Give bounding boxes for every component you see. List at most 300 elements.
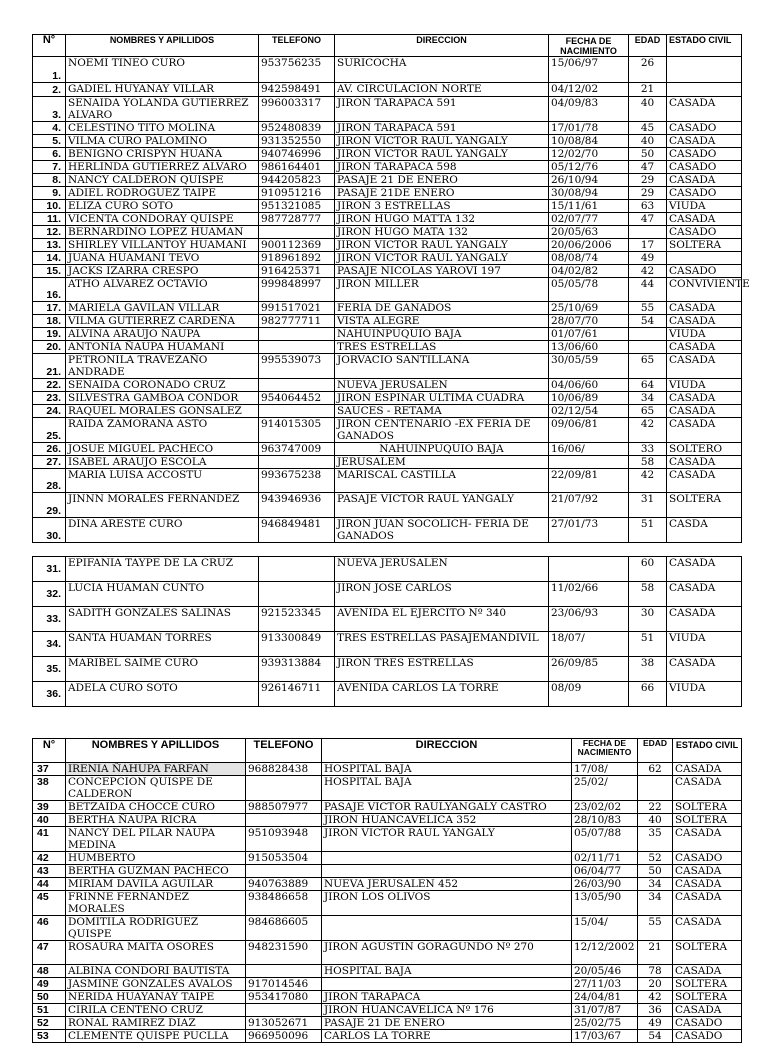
age-cell: 50	[638, 865, 673, 878]
birthdate-cell: 11/02/66	[549, 582, 629, 607]
birthdate-cell: 15/06/97	[549, 57, 629, 83]
phone-cell: 943946936	[259, 493, 335, 518]
phone-cell	[246, 814, 322, 827]
name-cell: LUCIA HUAMAN CUNTO	[66, 582, 259, 607]
age-cell: 34	[638, 891, 673, 916]
phone-cell: 939313884	[259, 657, 335, 682]
birthdate-cell: 04/02/82	[549, 265, 629, 278]
table-row	[33, 187, 742, 200]
age-cell: 42	[629, 265, 667, 278]
civil-status-cell: VIUDA	[667, 200, 742, 213]
birthdate-cell: 18/07/	[549, 632, 629, 657]
age-cell: 42	[629, 469, 667, 493]
address-cell: NUEVA JERUSALEN	[335, 379, 549, 392]
name-cell: CLEMENTE QUISPE PUCLLA	[66, 1030, 246, 1043]
address-cell: JORVACIO SANTILLANA	[335, 354, 549, 379]
birthdate-cell: 02/12/54	[549, 405, 629, 418]
table-row	[33, 657, 742, 682]
phone-cell: 952480839	[259, 122, 335, 135]
address-cell	[322, 978, 572, 991]
phone-cell: 946849481	[259, 518, 335, 543]
age-cell: 63	[629, 200, 667, 213]
table-row	[33, 991, 742, 1004]
birthdate-cell: 20/05/46	[572, 965, 638, 978]
age-cell: 34	[638, 878, 673, 891]
address-cell: JIRON HUGO MATTA 132	[335, 213, 549, 226]
header-number: N°	[33, 35, 66, 57]
address-cell: JIRON HUANCAVELICA Nº 176	[322, 1004, 572, 1017]
phone-cell: 938486658	[246, 891, 322, 916]
civil-status-cell: CASADA	[667, 174, 742, 187]
table-row	[33, 852, 742, 865]
address-cell: JIRON VICTOR RAUL YANGALY	[335, 252, 549, 265]
table-row	[33, 469, 742, 493]
phone-cell: 968828438	[246, 763, 322, 776]
civil-status-cell: CASADA	[673, 865, 742, 878]
row-number: 4.	[33, 122, 66, 135]
phone-cell: 995539073	[259, 354, 335, 379]
table-row	[33, 418, 742, 443]
address-cell: MARISCAL CASTILLA	[335, 469, 549, 493]
address-cell: JIRON TARAPACA	[322, 991, 572, 1004]
phone-cell: 913052671	[246, 1017, 322, 1030]
table-row	[33, 122, 742, 135]
table-row	[33, 97, 742, 122]
table-row	[33, 1030, 742, 1043]
age-cell: 33	[629, 443, 667, 456]
name-cell: BENIGNO CRISPYN HUAÑA	[66, 148, 259, 161]
table-row	[33, 405, 742, 418]
table-row	[33, 148, 742, 161]
address-cell: HOSPITAL BAJA	[322, 776, 572, 801]
birthdate-cell: 25/10/69	[549, 302, 629, 315]
phone-cell: 984686605	[246, 916, 322, 941]
table-row	[33, 200, 742, 213]
table-row	[33, 456, 742, 469]
name-cell: CELESTINO TITO MOLINA	[66, 122, 259, 135]
age-cell	[638, 776, 673, 801]
age-cell: 54	[629, 315, 667, 328]
row-number: 46	[33, 916, 66, 941]
name-cell: DINA ARESTE CURO	[66, 518, 259, 543]
civil-status-cell: CASADA	[667, 582, 742, 607]
civil-status-cell: CASADA	[667, 607, 742, 632]
age-cell: 54	[638, 1030, 673, 1043]
row-number: 8.	[33, 174, 66, 187]
address-cell: JIRON HUANCAVELICA 352	[322, 814, 572, 827]
table-row	[33, 278, 742, 302]
table-row	[33, 493, 742, 518]
row-number: 21.	[33, 354, 66, 379]
table-row	[33, 226, 742, 239]
civil-status-cell: CASADO	[673, 1017, 742, 1030]
header-address: DIRECCION	[335, 35, 549, 57]
table-row	[33, 392, 742, 405]
civil-status-cell	[667, 57, 742, 83]
address-cell: JIRON 3 ESTRELLAS	[335, 200, 549, 213]
civil-status-cell: CASADA	[667, 354, 742, 379]
phone-cell	[246, 776, 322, 801]
phone-cell: 966950096	[246, 1030, 322, 1043]
name-cell: VICENTA CONDORAY QUISPE	[66, 213, 259, 226]
table-row	[33, 607, 742, 632]
birthdate-cell: 08/09	[549, 682, 629, 707]
table-1-body	[33, 57, 750, 543]
birthdate-cell: 21/07/92	[549, 493, 629, 518]
name-cell: ATHO ALVAREZ OCTAVIO	[66, 278, 259, 302]
row-number: 5.	[33, 135, 66, 148]
age-cell: 38	[629, 657, 667, 682]
table-row	[33, 557, 742, 582]
name-cell: ROSAURA MAITA OSORES	[66, 941, 246, 965]
table-row	[33, 776, 742, 801]
table-1	[32, 34, 750, 543]
birthdate-cell: 04/12/02	[549, 83, 629, 97]
birthdate-cell: 05/05/78	[549, 278, 629, 302]
row-number: 7.	[33, 161, 66, 174]
header-name: NOMBRES Y APILLIDOS	[66, 739, 246, 763]
age-cell: 64	[629, 379, 667, 392]
age-cell: 30	[629, 607, 667, 632]
name-cell: VILMA GUTIERREZ CARDEÑA	[66, 315, 259, 328]
civil-status-cell: CASADA	[667, 135, 742, 148]
name-cell: DOMITILA RODRIGUEZ QUISPE	[66, 916, 246, 941]
age-cell: 31	[629, 493, 667, 518]
row-number: 28.	[33, 469, 66, 493]
civil-status-cell: VIUDA	[667, 379, 742, 392]
header-birthdate: FECHA DE NACIMIENTO	[549, 35, 629, 57]
row-number: 11.	[33, 213, 66, 226]
address-cell: NUEVA JERUSALEN	[335, 557, 549, 582]
age-cell: 42	[629, 418, 667, 443]
row-number: 1.	[33, 57, 66, 83]
phone-cell	[259, 328, 335, 341]
civil-status-cell: CASADA	[667, 302, 742, 315]
table-row	[33, 682, 742, 707]
civil-status-cell: VIUDA	[667, 682, 742, 707]
name-cell: MARIBEL SAIME CURO	[66, 657, 259, 682]
table-row	[33, 341, 742, 354]
birthdate-cell: 05/07/88	[572, 827, 638, 852]
phone-cell	[259, 582, 335, 607]
civil-status-cell: SOLTERO	[667, 443, 742, 456]
table-row	[33, 443, 742, 456]
civil-status-cell	[667, 83, 742, 97]
address-cell: JIRON ESPINAR ULTIMA CUADRA	[335, 392, 549, 405]
name-cell: RAQUEL MORALES GONSALEZ	[66, 405, 259, 418]
table-row	[33, 891, 742, 916]
table-3-header	[33, 739, 742, 763]
name-cell: JUANA HUAMANI TEVO	[66, 252, 259, 265]
row-number: 25.	[33, 418, 66, 443]
phone-cell: 910951216	[259, 187, 335, 200]
age-cell: 42	[638, 991, 673, 1004]
birthdate-cell: 25/02/	[572, 776, 638, 801]
age-cell	[629, 226, 667, 239]
address-cell: AVENIDA EL EJERCITO Nº 340	[335, 607, 549, 632]
table-row	[33, 1004, 742, 1017]
phone-cell	[259, 341, 335, 354]
age-cell: 49	[638, 1017, 673, 1030]
table-2	[32, 556, 742, 707]
age-cell: 65	[629, 354, 667, 379]
address-cell: JIRON AGUSTIN GORAGUNDO Nº 270	[322, 941, 572, 965]
row-number: 2.	[33, 83, 66, 97]
table-row	[33, 379, 742, 392]
header-birthdate: FECHA DE NACIMIENTO	[572, 739, 638, 763]
name-cell: JOSUE MIGUEL PACHECO	[66, 443, 259, 456]
table-row	[33, 302, 742, 315]
age-cell: 78	[638, 965, 673, 978]
age-cell: 29	[629, 187, 667, 200]
phone-cell: 942598491	[259, 83, 335, 97]
phone-cell: 963747009	[259, 443, 335, 456]
name-cell: EPIFANIA TAYPE DE LA CRUZ	[66, 557, 259, 582]
civil-status-cell: CASADA	[673, 916, 742, 941]
row-number: 38	[33, 776, 66, 801]
address-cell: TRES ESTRELLAS	[335, 341, 549, 354]
phone-cell: 914015305	[259, 418, 335, 443]
phone-cell: 916425371	[259, 265, 335, 278]
name-cell: CONCEPCION QUISPE DE CALDERON	[66, 776, 246, 801]
header-name: NOMBRES Y APILLIDOS	[66, 35, 259, 57]
name-cell: RONAL RAMIREZ DIAZ	[66, 1017, 246, 1030]
birthdate-cell: 26/10/94	[549, 174, 629, 187]
civil-status-cell: CASDA	[667, 518, 742, 543]
row-number: 34.	[33, 632, 66, 657]
phone-cell: 953417080	[246, 991, 322, 1004]
address-cell: JIRON TRES ESTRELLAS	[335, 657, 549, 682]
civil-status-cell: CONVIVIENTE	[667, 278, 742, 302]
civil-status-cell: CASADA	[667, 657, 742, 682]
birthdate-cell: 23/02/02	[572, 801, 638, 814]
address-cell: JIRON JUAN SOCOLICH- FERIA DE GANADOS	[335, 518, 549, 543]
age-cell: 50	[629, 148, 667, 161]
table-row	[33, 978, 742, 991]
table-row	[33, 763, 742, 776]
address-cell	[322, 916, 572, 941]
name-cell: JASMINE GONZALES AVALOS	[66, 978, 246, 991]
table-row	[33, 174, 742, 187]
civil-status-cell: CASADA	[667, 213, 742, 226]
phone-cell	[259, 557, 335, 582]
row-number: 40	[33, 814, 66, 827]
phone-cell: 953756235	[259, 57, 335, 83]
birthdate-cell: 24/04/81	[572, 991, 638, 1004]
name-cell: ELIZA CURO SOTO	[66, 200, 259, 213]
birthdate-cell: 13/06/60	[549, 341, 629, 354]
phone-cell: 954064452	[259, 392, 335, 405]
birthdate-cell: 17/01/78	[549, 122, 629, 135]
address-cell: PASAJE 21 DE ENERO	[335, 174, 549, 187]
age-cell: 51	[629, 632, 667, 657]
age-cell: 60	[629, 557, 667, 582]
row-number: 30.	[33, 518, 66, 543]
civil-status-cell: CASADO	[667, 122, 742, 135]
birthdate-cell: 28/10/83	[572, 814, 638, 827]
row-number: 50	[33, 991, 66, 1004]
table-row	[33, 1017, 742, 1030]
table-row	[33, 827, 742, 852]
row-number: 37	[33, 763, 66, 776]
phone-cell: 951093948	[246, 827, 322, 852]
name-cell: VILMA CURO PALOMINO	[66, 135, 259, 148]
name-cell: SADITH GONZALES SALINAS	[66, 607, 259, 632]
row-number: 31.	[33, 557, 66, 582]
age-cell: 45	[629, 122, 667, 135]
birthdate-cell: 01/07/61	[549, 328, 629, 341]
address-cell: JIRON VICTOR RAUL YANGALY	[322, 827, 572, 852]
table-row	[33, 213, 742, 226]
civil-status-cell: SOLTERA	[673, 978, 742, 991]
address-cell: AVENIDA CARLOS LA TORRE	[335, 682, 549, 707]
row-number: 27.	[33, 456, 66, 469]
address-cell: NAHUINPUQUIO BAJA	[335, 328, 549, 341]
phone-cell: 900112369	[259, 239, 335, 252]
civil-status-cell: CASADA	[667, 456, 742, 469]
row-number: 16.	[33, 278, 66, 302]
birthdate-cell	[549, 456, 629, 469]
civil-status-cell: CASADO	[667, 265, 742, 278]
row-number: 6.	[33, 148, 66, 161]
name-cell: NANCY CALDERON QUISPE	[66, 174, 259, 187]
address-cell: HOSPITAL BAJA	[322, 965, 572, 978]
phone-cell: 915053504	[246, 852, 322, 865]
header-age: EDAD	[629, 35, 667, 57]
row-number: 19.	[33, 328, 66, 341]
row-number: 14.	[33, 252, 66, 265]
civil-status-cell: CASADO	[667, 226, 742, 239]
name-cell: ISABEL ARAUJO ESCOLA	[66, 456, 259, 469]
phone-cell: 996003317	[259, 97, 335, 122]
name-cell: SANTA HUAMAN TORRES	[66, 632, 259, 657]
phone-cell: 993675238	[259, 469, 335, 493]
birthdate-cell	[549, 557, 629, 582]
birthdate-cell: 30/05/59	[549, 354, 629, 379]
birthdate-cell: 22/09/81	[549, 469, 629, 493]
civil-status-cell: CASADO	[667, 161, 742, 174]
row-number: 35.	[33, 657, 66, 682]
name-cell: SHIRLEY VILLANTOY HUAMANI	[66, 239, 259, 252]
birthdate-cell: 23/06/93	[549, 607, 629, 632]
name-cell: NOEMI TINEO CURO	[66, 57, 259, 83]
civil-status-cell: CASADA	[673, 878, 742, 891]
civil-status-cell: CASADO	[667, 187, 742, 200]
address-cell: PASAJE 21 DE ENERO	[322, 1017, 572, 1030]
address-cell: VISTA ALEGRE	[335, 315, 549, 328]
phone-cell	[246, 865, 322, 878]
table-row	[33, 878, 742, 891]
name-cell: SENAIDA YOLANDA GUTIERREZ ALVARO	[66, 97, 259, 122]
civil-status-cell: CASADA	[673, 1004, 742, 1017]
birthdate-cell: 27/11/03	[572, 978, 638, 991]
table-row	[33, 518, 742, 543]
table-row	[33, 965, 742, 978]
table-row	[33, 315, 742, 328]
table-row	[33, 265, 742, 278]
phone-cell	[246, 1004, 322, 1017]
age-cell: 66	[629, 682, 667, 707]
table-row	[33, 865, 742, 878]
address-cell: JIRON LOS OLIVOS	[322, 891, 572, 916]
address-cell: FERIA DE GANADOS	[335, 302, 549, 315]
name-cell: GADIEL HUYANAY VILLAR	[66, 83, 259, 97]
phone-cell: 921523345	[259, 607, 335, 632]
phone-cell	[259, 226, 335, 239]
birthdate-cell: 05/12/76	[549, 161, 629, 174]
civil-status-cell: SOLTERA	[673, 941, 742, 965]
table-3-body	[33, 763, 742, 1043]
address-cell: PASAJE VICTOR RAULYANGALY CASTRO	[322, 801, 572, 814]
phone-cell: 988507977	[246, 801, 322, 814]
row-number: 48	[33, 965, 66, 978]
birthdate-cell: 26/03/90	[572, 878, 638, 891]
name-cell: CIRILA CENTENO CRUZ	[66, 1004, 246, 1017]
address-cell: NAHUINPUQUIO BAJA	[335, 443, 549, 456]
table-row	[33, 328, 742, 341]
name-cell: BERNARDINO LOPEZ HUAMAN	[66, 226, 259, 239]
civil-status-cell: CASADA	[673, 776, 742, 801]
name-cell: ANTONIA ÑAUPA HUAMANI	[66, 341, 259, 354]
address-cell: JIRON JOSE CARLOS	[335, 582, 549, 607]
address-cell: JIRON TARAPACA 598	[335, 161, 549, 174]
civil-status-cell: CASADA	[667, 405, 742, 418]
birthdate-cell: 04/06/60	[549, 379, 629, 392]
address-cell: NUEVA JERUSALEN 452	[322, 878, 572, 891]
table-1-header	[33, 35, 742, 57]
row-number: 23.	[33, 392, 66, 405]
age-cell: 49	[629, 252, 667, 265]
header-age: EDAD	[638, 739, 673, 763]
header-number: N°	[33, 739, 66, 763]
address-cell: SAUCES - RETAMA	[335, 405, 549, 418]
name-cell: JACKS IZARRA CRESPO	[66, 265, 259, 278]
age-cell: 52	[638, 852, 673, 865]
row-number: 15.	[33, 265, 66, 278]
row-number: 17.	[33, 302, 66, 315]
address-cell: JIRON TARAPACA 591	[335, 97, 549, 122]
civil-status-cell: CASADA	[667, 392, 742, 405]
row-number: 9.	[33, 187, 66, 200]
birthdate-cell: 26/09/85	[549, 657, 629, 682]
name-cell: HUMBERTO	[66, 852, 246, 865]
age-cell: 58	[629, 582, 667, 607]
row-number: 43	[33, 865, 66, 878]
address-cell: TRES ESTRELLAS PASAJEMANDIVIL	[335, 632, 549, 657]
table-row	[33, 161, 742, 174]
name-cell: ADIEL RODROGUEZ TAIPE	[66, 187, 259, 200]
row-number: 3.	[33, 97, 66, 122]
civil-status-cell: SOLTERA	[667, 239, 742, 252]
phone-cell	[259, 405, 335, 418]
birthdate-cell: 12/12/2002	[572, 941, 638, 965]
header-civil-status: ESTADO CIVIL	[673, 739, 742, 763]
birthdate-cell: 27/01/73	[549, 518, 629, 543]
row-number: 53	[33, 1030, 66, 1043]
name-cell: JINNN MORALES FERNANDEZ	[66, 493, 259, 518]
table-row	[33, 57, 742, 83]
birthdate-cell: 20/06/2006	[549, 239, 629, 252]
phone-cell: 913300849	[259, 632, 335, 657]
name-cell: FRINNE FERNANDEZ MORALES	[66, 891, 246, 916]
table-row	[33, 801, 742, 814]
birthdate-cell: 16/06/	[549, 443, 629, 456]
birthdate-cell: 15/11/61	[549, 200, 629, 213]
table-row	[33, 354, 742, 379]
birthdate-cell: 25/02/75	[572, 1017, 638, 1030]
phone-cell: 917014546	[246, 978, 322, 991]
age-cell: 62	[638, 763, 673, 776]
